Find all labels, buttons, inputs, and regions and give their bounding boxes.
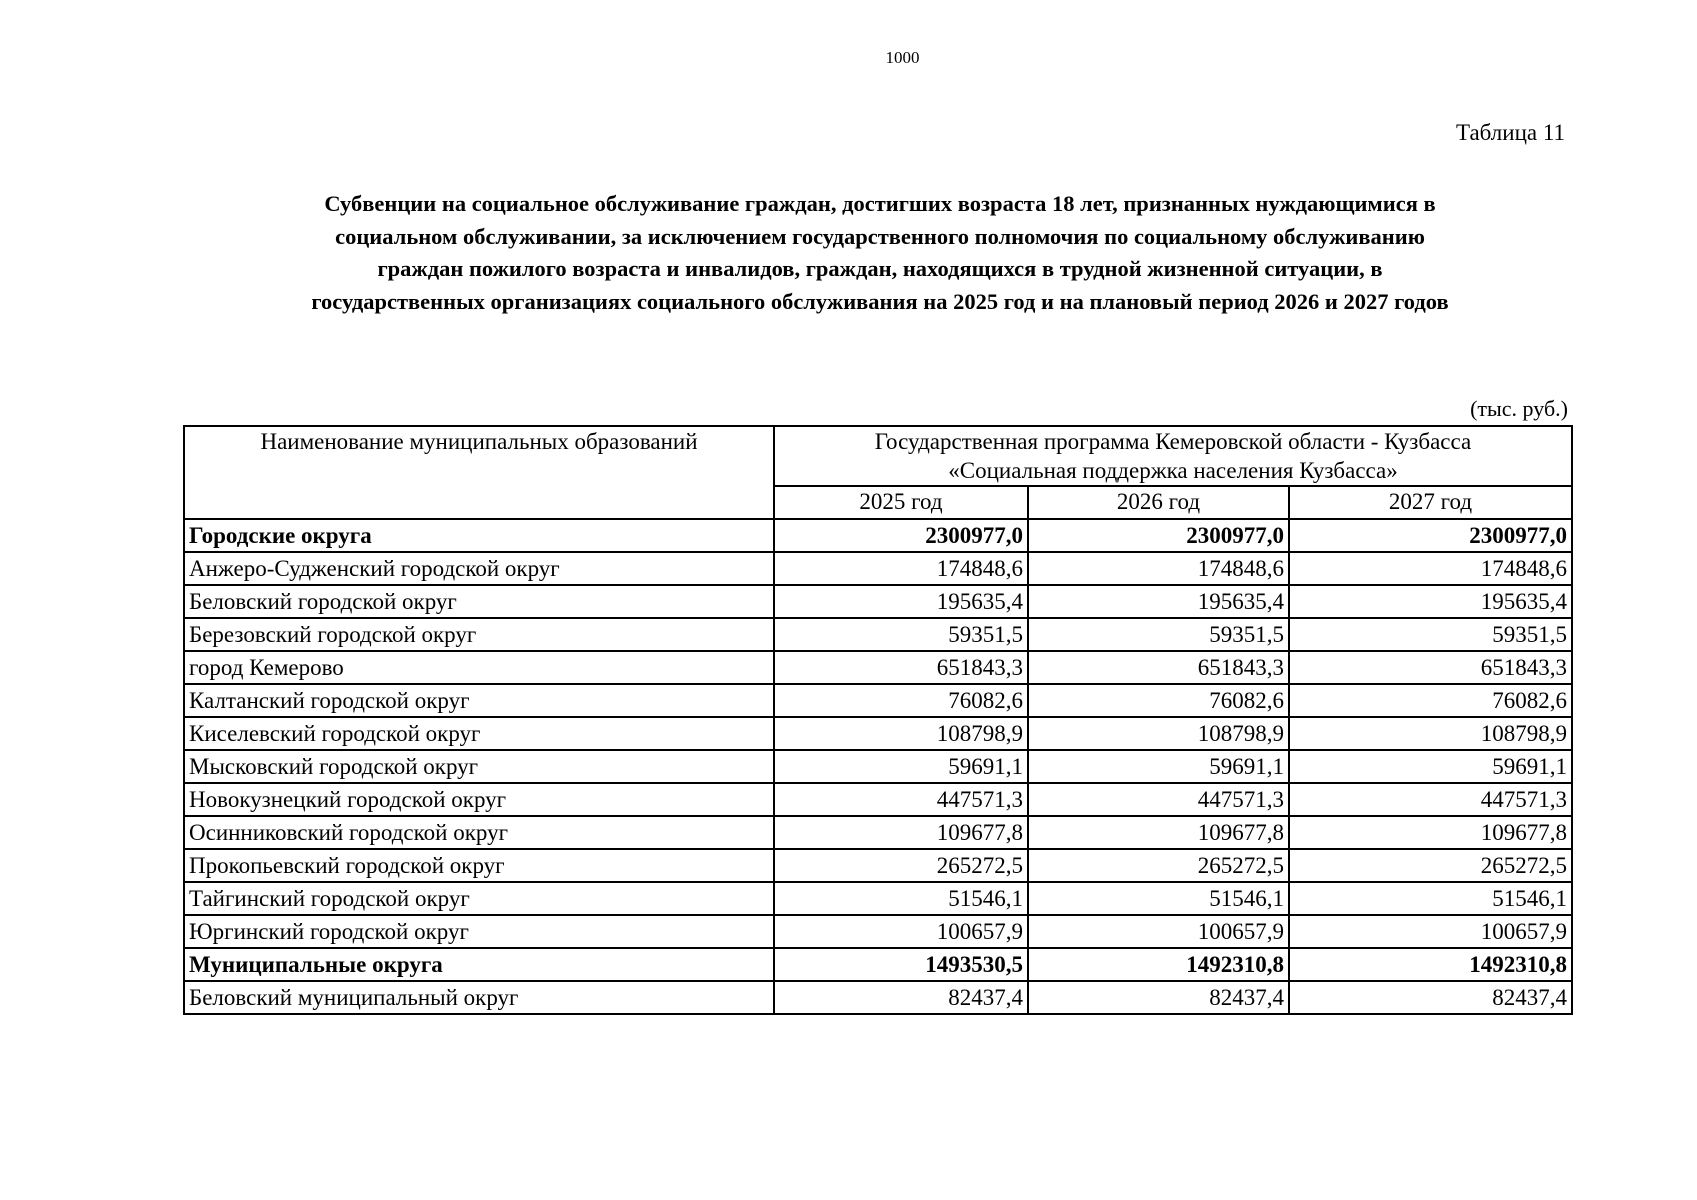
amount-cell: 265272,5	[774, 849, 1028, 882]
amount-cell: 1492310,8	[1289, 948, 1572, 981]
amount-cell: 174848,6	[1289, 552, 1572, 585]
amount-cell: 447571,3	[1289, 783, 1572, 816]
amount-cell: 447571,3	[1028, 783, 1289, 816]
amount-cell: 51546,1	[774, 882, 1028, 915]
title-line: государственных организациях социального обслуживания на 2025 год и на плановый период 2026 и 2027 годов	[311, 288, 1449, 314]
amount-cell: 59691,1	[1289, 750, 1572, 783]
municipality-name: Прокопьевский городской округ	[184, 849, 774, 882]
amount-cell: 108798,9	[774, 717, 1028, 750]
table-row	[184, 717, 1572, 750]
amount-cell: 108798,9	[1289, 717, 1572, 750]
amount-cell: 100657,9	[1289, 915, 1572, 948]
table-row	[184, 585, 1572, 618]
title-line: социальном обслуживании, за исключением государственного полномочия по социальному обслуживанию	[335, 223, 1425, 249]
program-header-line: Государственная программа Кемеровской области - Кузбасса	[874, 429, 1472, 454]
amount-cell: 51546,1	[1028, 882, 1289, 915]
title-line: Субвенции на социальное обслуживание граждан, достигших возраста 18 лет, признанных нуждающимися в	[324, 191, 1436, 216]
amount-cell: 59351,5	[1028, 618, 1289, 651]
table-label: Таблица 11	[1455, 120, 1565, 145]
municipality-name: Беловский городской округ	[184, 585, 774, 618]
amount-cell: 2300977,0	[774, 519, 1028, 552]
column-header-year: 2026 год	[1028, 486, 1289, 519]
program-header-line: «Социальная поддержка населения Кузбасса»	[948, 458, 1398, 483]
table-row	[184, 783, 1572, 816]
column-header-program	[774, 426, 1572, 486]
municipality-name: Калтанский городской округ	[184, 684, 774, 717]
amount-cell: 59351,5	[1289, 618, 1572, 651]
amount-cell: 82437,4	[1028, 981, 1289, 1014]
municipality-name: город Кемерово	[184, 651, 774, 684]
title-line: граждан пожилого возраста и инвалидов, граждан, находящихся в трудной жизненной ситуации, в	[377, 256, 1383, 281]
table-row	[184, 552, 1572, 585]
amount-cell: 447571,3	[774, 783, 1028, 816]
column-header-year: 2025 год	[774, 486, 1028, 519]
table-row	[184, 684, 1572, 717]
amount-cell: 174848,6	[1028, 552, 1289, 585]
table-row	[184, 618, 1572, 651]
amount-cell: 265272,5	[1289, 849, 1572, 882]
amount-cell: 109677,8	[774, 816, 1028, 849]
amount-cell: 651843,3	[1028, 651, 1289, 684]
municipality-name: Новокузнецкий городской округ	[184, 783, 774, 816]
amount-cell: 109677,8	[1028, 816, 1289, 849]
municipality-name: Беловский муниципальный округ	[184, 981, 774, 1014]
municipality-name: Муниципальные округа	[184, 948, 774, 981]
page-number: 1000	[885, 48, 920, 67]
table-row	[184, 816, 1572, 849]
amount-cell: 82437,4	[774, 981, 1028, 1014]
municipality-name: Анжеро-Судженский городской округ	[184, 552, 774, 585]
table-body	[184, 519, 1572, 1014]
document-title	[200, 188, 1560, 318]
amount-cell: 100657,9	[774, 915, 1028, 948]
municipality-name: Тайгинский городской округ	[184, 882, 774, 915]
column-header-name: Наименование муниципальных образований	[184, 426, 774, 519]
municipality-name: Мысковский городской округ	[184, 750, 774, 783]
amount-cell: 1493530,5	[774, 948, 1028, 981]
amount-cell: 59351,5	[774, 618, 1028, 651]
amount-cell: 1492310,8	[1028, 948, 1289, 981]
table-row	[184, 882, 1572, 915]
municipality-name: Осинниковский городской округ	[184, 816, 774, 849]
amount-cell: 100657,9	[1028, 915, 1289, 948]
amount-cell: 651843,3	[774, 651, 1028, 684]
amount-cell: 195635,4	[774, 585, 1028, 618]
table-row	[184, 915, 1572, 948]
amount-cell: 195635,4	[1289, 585, 1572, 618]
column-header-year: 2027 год	[1289, 486, 1572, 519]
table-row	[184, 651, 1572, 684]
units-label: (тыс. руб.)	[1470, 396, 1568, 421]
municipality-name: Юргинский городской округ	[184, 915, 774, 948]
amount-cell: 76082,6	[1028, 684, 1289, 717]
amount-cell: 651843,3	[1289, 651, 1572, 684]
subsidies-table	[183, 425, 1573, 1015]
table-group-row	[184, 519, 1572, 552]
table-group-row	[184, 948, 1572, 981]
table-row	[184, 849, 1572, 882]
municipality-name: Березовский городской округ	[184, 618, 774, 651]
amount-cell: 265272,5	[1028, 849, 1289, 882]
municipality-name: Киселевский городской округ	[184, 717, 774, 750]
amount-cell: 76082,6	[774, 684, 1028, 717]
amount-cell: 82437,4	[1289, 981, 1572, 1014]
table-row	[184, 981, 1572, 1014]
amount-cell: 195635,4	[1028, 585, 1289, 618]
amount-cell: 174848,6	[774, 552, 1028, 585]
amount-cell: 76082,6	[1289, 684, 1572, 717]
amount-cell: 2300977,0	[1289, 519, 1572, 552]
amount-cell: 2300977,0	[1028, 519, 1289, 552]
amount-cell: 59691,1	[1028, 750, 1289, 783]
amount-cell: 51546,1	[1289, 882, 1572, 915]
table-row	[184, 750, 1572, 783]
municipality-name: Городские округа	[184, 519, 774, 552]
amount-cell: 108798,9	[1028, 717, 1289, 750]
amount-cell: 59691,1	[774, 750, 1028, 783]
amount-cell: 109677,8	[1289, 816, 1572, 849]
